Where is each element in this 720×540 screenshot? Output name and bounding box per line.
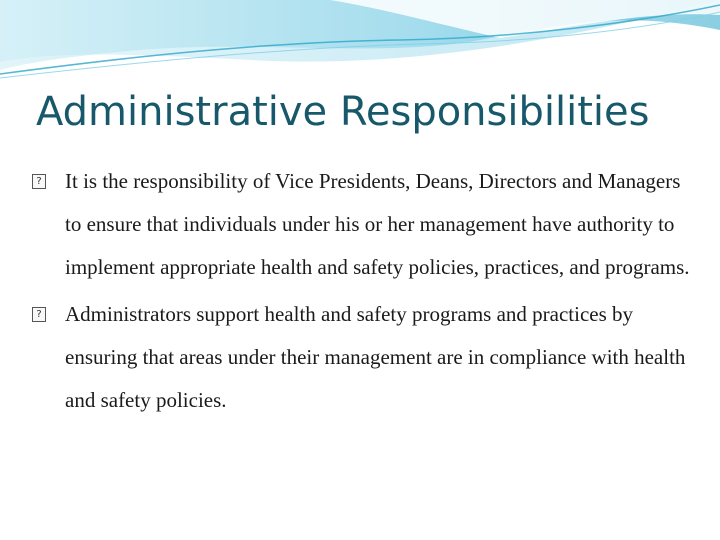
slide-title: Administrative Responsibilities <box>36 89 650 135</box>
bullet-item <box>30 160 690 289</box>
bullet-text: It is the responsibility of Vice Presidents, Deans, Directors and Managers to ensure that individuals under his or her management have authority to implement appropriate health and safety policies, practices, and programs. <box>65 169 690 279</box>
bullet-item <box>30 293 690 422</box>
header-wave-decoration <box>0 0 720 80</box>
missing-glyph-box-icon: ? <box>32 174 46 189</box>
bullet-list <box>30 160 690 426</box>
bullet-text: Administrators support health and safety programs and practices by ensuring that areas under their management are in compliance with health and safety policies. <box>65 302 686 412</box>
missing-glyph-box-icon: ? <box>32 307 46 322</box>
